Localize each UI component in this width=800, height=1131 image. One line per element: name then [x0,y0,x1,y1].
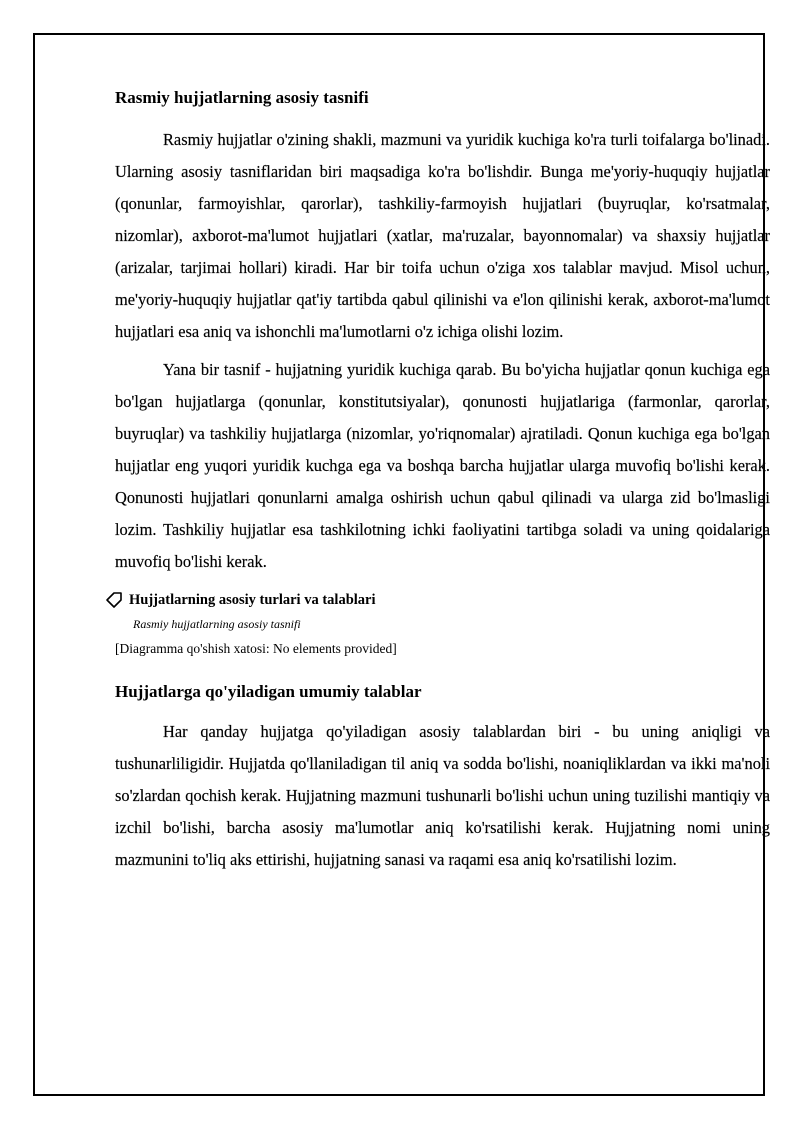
diagram-title-text: Hujjatlarning asosiy turlari va talablari [129,592,376,608]
section-heading: Rasmiy hujjatlarning asosiy tasnifi [115,88,369,107]
diagram-subtitle: Rasmiy hujjatlarning asosiy tasnifi [133,617,301,631]
diagram-error-text: [Diagramma qo'shish xatosi: No elements provided] [115,641,397,656]
document-body [115,86,770,882]
diagram-title [105,590,770,610]
section-heading: Hujjatlarga qo'yiladigan umumiy talablar [115,682,422,701]
paragraph: Har qanday hujjatga qo'yiladigan asosiy talablardan biri - bu uning aniqligi va tushunarliligidir. Hujjatda qo'llaniladigan til aniq va sodda bo'lishi, noaniqliklardan va ikki ma'noli so'zlardan qochish kerak. Hujjatning mazmuni tushunarli bo'lishi uchun uning tuzilishi mantiqiy va izchil bo'lishi, barcha asosiy ma'lumotlar aniq ko'rsatilishi kerak. Hujjatning nomi uning mazmunini to'liq aks ettirishi, hujjatning sanasi va raqami esa aniq ko'rsatilishi lozim. [115,722,770,869]
paragraph: Yana bir tasnif - hujjatning yuridik kuchiga qarab. Bu bo'yicha hujjatlar qonun kuchiga ega bo'lgan hujjatlarga (qonunlar, konstitutsiyalar), qonunosti hujjatlariga (farmonlar, qarorlar, buyruqlar) va tashkiliy hujjatlarga (nizomlar, yo'riqnomalar) ajratiladi. Qonun kuchiga ega bo'lgan hujjatlar eng yuqori yuridik kuchga ega va boshqa barcha hujjatlar ularga muvofiq bo'lishi kerak. Qonunosti hujjatlari qonunlarni amalga oshirish uchun qabul qilinadi va ularga zid bo'lmasligi lozim. Tashkiliy hujjatlar esa tashkilotning ichki faoliyatini tartibga soladi va uning qoidalariga muvofiq bo'lishi kerak. [115,360,770,571]
tag-icon [105,591,123,609]
paragraph: Rasmiy hujjatlar o'zining shakli, mazmuni va yuridik kuchiga ko'ra turli toifalarga bo'linadi. Ularning asosiy tasniflaridan biri maqsadiga ko'ra bo'lishdir. Bunga me'yoriy-huquqiy hujjatlar (qonunlar, farmoyishlar, qarorlar), tashkiliy-farmoyish hujjatlari (buyruqlar, ko'rsatmalar, nizomlar), axborot-ma'lumot hujjatlari (xatlar, ma'ruzalar, bayonnomalar) va shaxsiy hujjatlar (arizalar, tarjimai hollari) kiradi. Har bir toifa uchun o'ziga xos talablar mavjud. Misol uchun, me'yoriy-huquqiy hujjatlar qat'iy tartibda qabul qilinishi va e'lon qilinishi kerak, axborot-ma'lumot hujjatlari esa aniq va ishonchli ma'lumotlarni o'z ichiga olishi lozim. [115,130,770,341]
